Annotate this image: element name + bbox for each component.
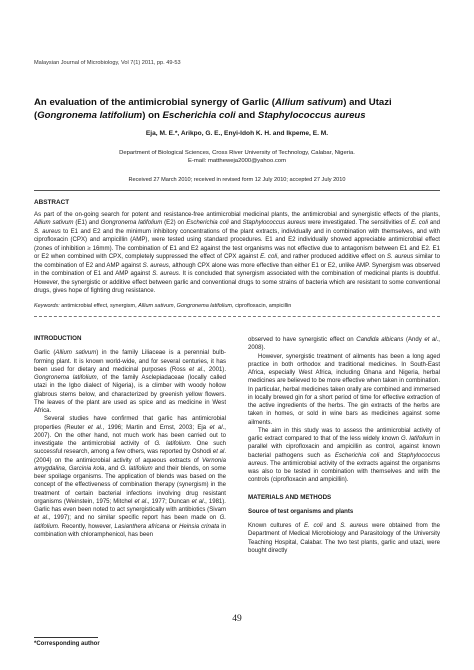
abstract-text: , although CPX alone was more effective than either E1 or E2, unlike AMP. Synergism was observed in the combination of E1 and AMP against — [34, 261, 440, 278]
affiliation — [0, 149, 474, 165]
keywords-species: Gongronema latifolium — [176, 303, 233, 309]
keywords-text: , ciprofloxacin, ampicillin — [232, 303, 292, 309]
title-species: Allium sativum — [274, 97, 344, 108]
keywords-label: Keywords: — [34, 303, 60, 309]
abstract-text: (E1) and — [73, 219, 101, 227]
paragraph: Garlic (Allium sativum) in the family Liliaceae is a perennial bulb-forming plant. It is known world-wide, and for several centuries, it has been used for dietary and medicinal purposes (Ross et al., 2001). Gongronema latifolium, of the family Asclepiadaceae (locally called utazi in the Igbo dialect of Nigeria), is a climber with woody hollow glabrous stems below, and characterized by greenish yellow flowers. The leaves of the plant are used as spice and as medicine in West Africa. — [34, 350, 227, 414]
title-species: Gongronema latifolium — [37, 109, 143, 121]
author-list: Eja, M. E.*, Arikpo, G. E., Enyi-Idoh K. H. and Ikpeme, E. M. — [145, 130, 329, 137]
article-title — [34, 97, 440, 122]
divider — [34, 190, 440, 191]
abstract-species: Escherichia coli — [186, 219, 229, 227]
abstract-species: S. aureus — [386, 253, 414, 261]
right-column — [248, 336, 440, 555]
footnote-divider — [34, 637, 98, 638]
abstract-text: similar to the combination of E2 and AMP against — [34, 253, 440, 269]
author-email[interactable]: E-mail: mattheweja2000@yahoo.com — [188, 158, 286, 164]
page-number: 49 — [232, 614, 242, 624]
abstract-text: . It is concluded that synergism associated with the combination of medicinal plants is doubtful. However, the synergistic or additive effect between garlic and conventional drugs to some strains of bacteria which are resistant to some conventional drugs, gives hope of fighting drug resistance. — [34, 270, 440, 295]
title-species: Staphylococcus aureus — [257, 109, 366, 121]
introduction-heading: INTRODUCTION — [34, 335, 82, 342]
title-text: ) and Utazi ( — [34, 97, 392, 121]
title-text: An evaluation of the antimicrobial synergy of Garlic ( — [34, 97, 275, 108]
title-text: ) on — [142, 109, 163, 121]
submission-dates: Received 27 March 2010; received in revised form 12 July 2010; accepted 27 July 2010 — [128, 177, 346, 183]
keywords-text: antimicrobial effect, synergism, — [59, 303, 139, 309]
keywords-species: Allium sativum — [138, 303, 174, 309]
footnote: *Corresponding author — [34, 641, 100, 647]
title-text: and — [235, 109, 258, 121]
abstract-text: and — [427, 219, 440, 227]
abstract-text: As part of the on-going search for potent and resistance-free antimicrobial medicinal plants, the antimicrobial and synergistic effects of the plants, — [34, 211, 440, 218]
abstract-species: E. coli — [411, 219, 428, 227]
abstract-text: were investigated. The sensitivities of — [305, 219, 412, 227]
methods-heading: MATERIALS AND METHODS — [248, 493, 332, 501]
abstract-species: S. aureus — [152, 270, 179, 278]
abstract-species: E. coli — [260, 253, 278, 261]
title-species: Escherichia coli — [162, 109, 236, 121]
left-column — [34, 335, 226, 539]
abstract-heading: ABSTRACT — [34, 199, 70, 206]
abstract-text: to E1 and E2 and the minimum inhibitory concentrations of the plant extracts, individually and in combination with themselves, and with ciprofloxacin (CPX) and ampicillin (AMP), were tested using standard procedures. E1 and E2 individually showed appreciable antimicrobial effect (zones of inhibition ≥ 16mm). The combination of E1 and E2 against the test organisms was not effective due to antagonism between E1 and E2. E1 or E2 when combined with CPX, completely suppressed the effect of CPX against — [34, 227, 440, 261]
abstract-species: Gongronema latifolium — [100, 219, 163, 227]
keywords — [34, 303, 440, 311]
paragraph: The aim in this study was to assess the antimicrobial activity of garlic extract compared to that of the less widely known G. latifolium in parallel with ciprofloxacin and ampicillin as control, against known bacterial pathogens such as Escherichia coli and Staphylococcus aureus. The antimicrobial activity of the extracts against the organisms was also to be tested in combination with themselves and with the controls (ciprofloxacin and ampicillin). — [248, 427, 441, 484]
abstract-species: Staphylococcus aureus — [242, 219, 306, 227]
abstract-body — [34, 211, 440, 296]
abstract-text: , and rather produced additive effect on — [277, 253, 387, 261]
keywords-text: , — [173, 303, 177, 309]
paragraph: Several studies have confirmed that garlic has antimicrobial properties (Reuter et al., 1996; Martin and Ernst, 2003; Eja et al., 2007). On the other hand, not much work has been carried out to investigate the antimicrobial activity of G. latifolium. One such successful research, among a few others, was reported by Oshodi et al. (2004) on the antimicrobial activity of aqueous extracts of Vernonia amygdalina, Garcinia kola, and G. latifolium and their blends, on some beer spoilage organisms. The application of blends was based on the concept of the effectiveness of combination therapy (synergism) in the treatment of certain bacterial infections involving drug resistant organisms (Weinstein, 1975; Mitchel et al., 1977; Duncan et al., 1981). Garlic has even been noted to act synergistically with antibiotics (Sivam et al., 1997); and no similar specific report has been made on G. latifolium. Recently, however, Lasianthera africana or Heinsia crinata in combination with chloramphenicol, has been — [34, 416, 226, 538]
methods-subheading: Source of test organisms and plants — [248, 507, 354, 515]
journal-header: Malaysian Journal of Microbiology, Vol 7(1) 2011, pp. 49-53 — [34, 60, 181, 66]
abstract-species: S. aureus — [142, 261, 169, 269]
abstract-text: and — [228, 219, 243, 227]
abstract-species: Allium sativum — [34, 219, 74, 227]
abstract-text: (E2) on — [162, 219, 187, 227]
abstract-species: S. aureus — [34, 227, 61, 235]
paragraph: Known cultures of E. coli and S. aureus were obtained from the Department of Medical Microbiology and Parasitology of the University Teaching Hospital, Calabar. The two test plants, garlic and utazi, were bought directly — [248, 523, 441, 554]
paragraph: However, synergistic treatment of ailments has been a long aged practice in both orthodox and traditional medicines. In South-East Africa, especially West Africa, including Ghana and Nigeria, herbal medicines are believed to be more effective when taken in combination. In particular, herbal medicines taken orally are combined and immersed in locally brewed gin for a short period of time for effective extraction of the active ingredients of the herbs. The gin extracts of the herbs are taken in homes, or sold in wine bars as medicines against some ailments. — [248, 353, 440, 426]
affiliation-department: Department of Biological Sciences, Cross River University of Technology, Calabar, Nigeria. — [119, 150, 355, 156]
paragraph: observed to have synergistic effect on Candida albicans (Andy et al., 2008). — [248, 337, 440, 352]
divider — [34, 316, 440, 317]
